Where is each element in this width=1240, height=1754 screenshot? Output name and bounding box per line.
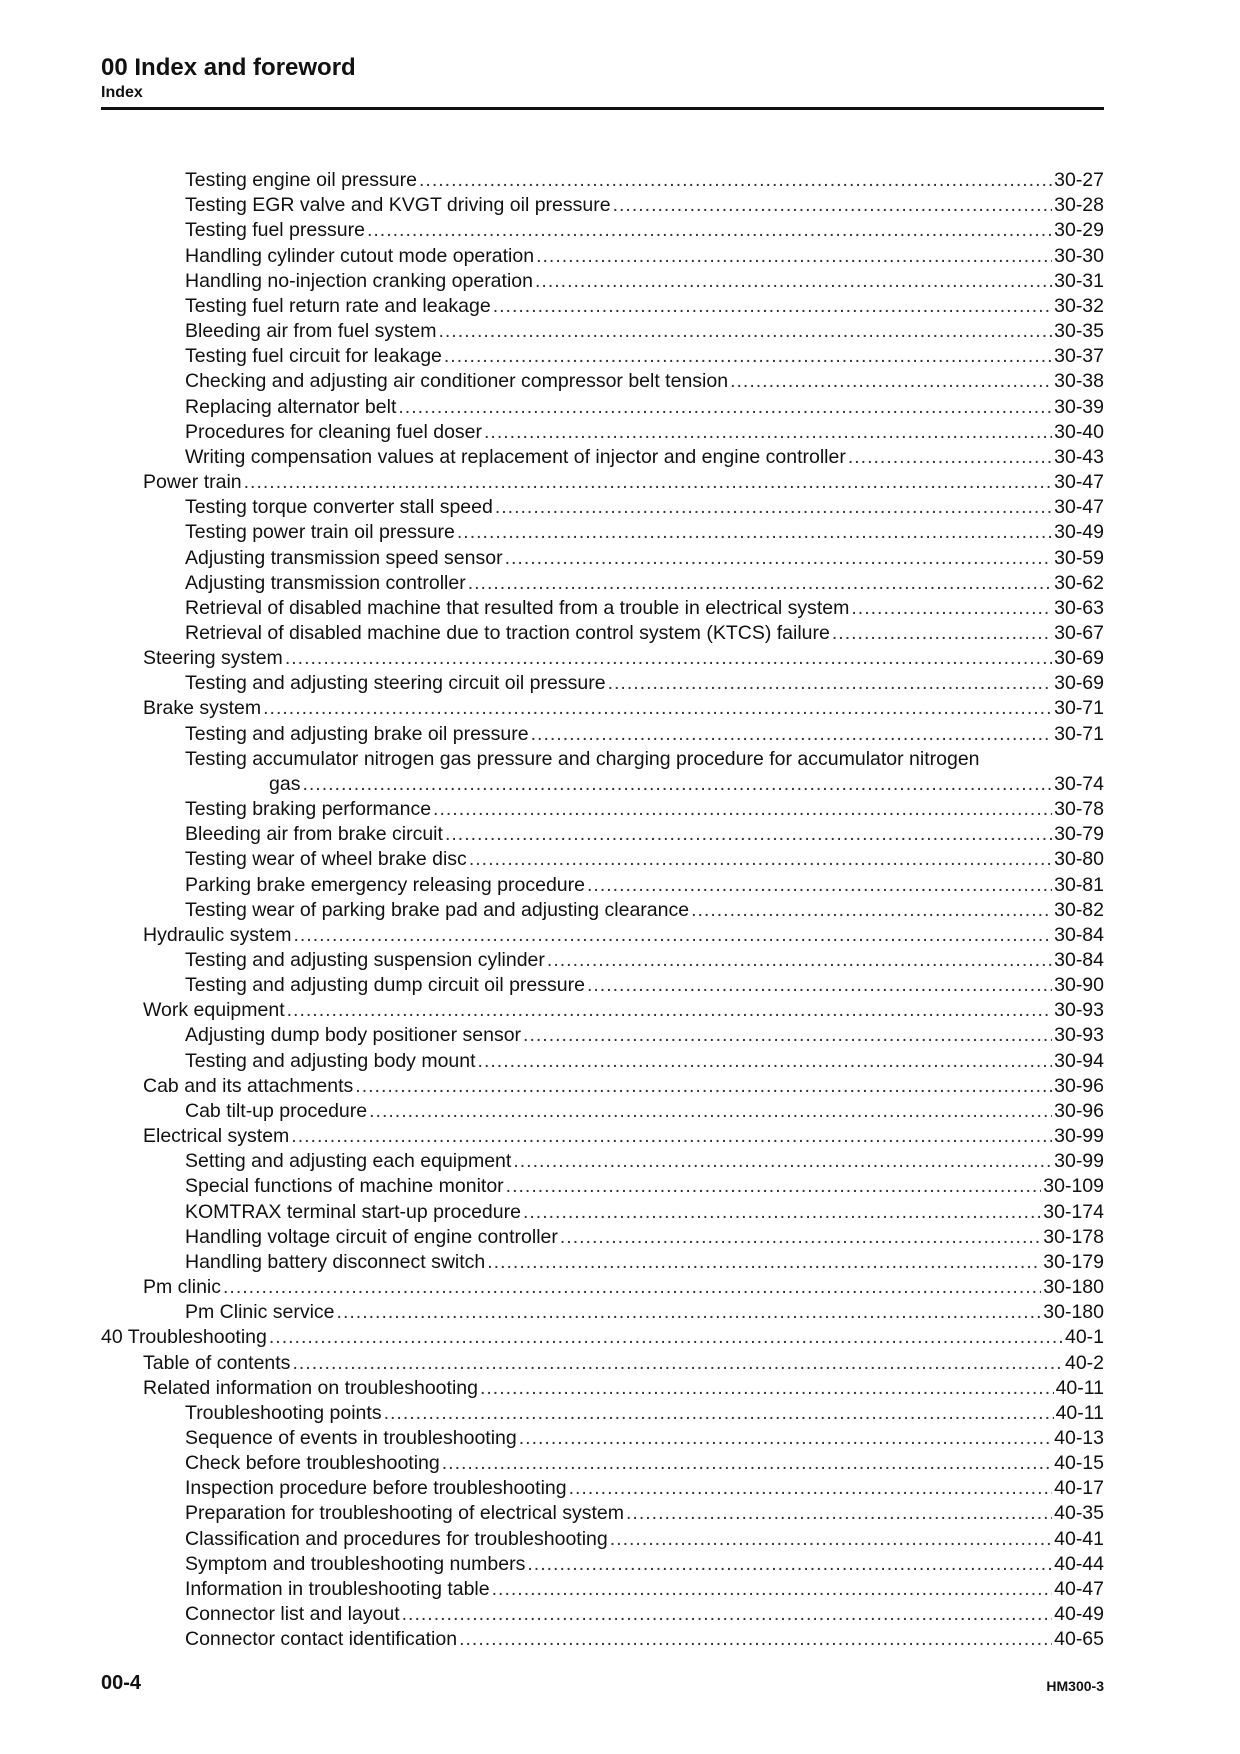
index-entry[interactable] — [101, 495, 1104, 520]
index-entry[interactable] — [101, 872, 1104, 897]
index-entry-title: Handling no-injection cranking operation — [185, 269, 533, 292]
index-entry-title: Testing power train oil pressure — [185, 521, 455, 544]
index-entry-page: 30-69 — [1054, 647, 1104, 670]
index-entry-page: 40-47 — [1054, 1577, 1104, 1600]
index-entry-title: Symptom and troubleshooting numbers — [185, 1552, 526, 1575]
index-entry-page: 30-43 — [1054, 445, 1104, 468]
index-entry-page: 30-180 — [1043, 1301, 1104, 1324]
index-entry-title: Writing compensation values at replacement of injector and engine controller — [185, 445, 846, 468]
index-entry[interactable] — [101, 1074, 1104, 1099]
dot-leader — [445, 822, 1052, 847]
index-entry-page: 30-179 — [1043, 1250, 1104, 1273]
index-entry[interactable] — [101, 545, 1104, 570]
page-header — [101, 54, 1104, 110]
index-entry[interactable] — [101, 1602, 1104, 1627]
dot-leader — [293, 923, 1052, 948]
index-entry-title: Replacing alternator belt — [185, 395, 397, 418]
index-entry-title: Parking brake emergency releasing procedure — [185, 873, 585, 896]
index-entry-page: 30-47 — [1054, 496, 1104, 519]
dot-leader — [402, 1602, 1053, 1627]
index-entry[interactable] — [101, 344, 1104, 369]
index-entry-page: 30-90 — [1054, 974, 1104, 997]
index-entry-page: 30-47 — [1054, 471, 1104, 494]
index-entry-title: Troubleshooting points — [185, 1401, 382, 1424]
index-entry-page: 30-63 — [1054, 596, 1104, 619]
dot-leader — [469, 847, 1052, 872]
dot-leader — [433, 797, 1052, 822]
index-entry-page: 30-71 — [1054, 722, 1104, 745]
index-entry-page: 30-38 — [1054, 370, 1104, 393]
index-entry-title: Inspection procedure before troubleshooting — [185, 1477, 567, 1500]
dot-leader — [506, 1174, 1042, 1199]
index-entry-title: Special functions of machine monitor — [185, 1175, 504, 1198]
index-entry[interactable] — [101, 948, 1104, 973]
section-subtitle: Index — [101, 84, 143, 101]
index-entry-page: 30-67 — [1054, 621, 1104, 644]
index-entry[interactable] — [101, 369, 1104, 394]
dot-leader — [367, 218, 1052, 243]
dot-leader — [459, 1627, 1052, 1652]
index-entry-page: 30-74 — [1054, 772, 1104, 795]
index-entry[interactable] — [101, 671, 1104, 696]
index-entry-page: 30-49 — [1054, 521, 1104, 544]
dot-leader — [285, 646, 1052, 671]
index-entry-page: 40-65 — [1054, 1628, 1104, 1651]
index-entry[interactable] — [101, 445, 1104, 470]
section-title: 00 Index and foreword — [101, 54, 356, 81]
dot-leader — [513, 1149, 1052, 1174]
index-entry-title: Connector list and layout — [185, 1603, 400, 1626]
index-list — [101, 168, 1104, 1652]
index-entry[interactable] — [101, 1300, 1104, 1325]
page-number: 00-4 — [101, 1672, 142, 1694]
index-entry[interactable] — [101, 1275, 1104, 1300]
index-entry-title: Testing fuel pressure — [185, 219, 365, 242]
index-entry-page: 30-31 — [1054, 269, 1104, 292]
index-entry-page: 30-93 — [1054, 1024, 1104, 1047]
index-entry-title: Handling cylinder cutout mode operation — [185, 244, 535, 267]
index-entry-title: Pm Clinic service — [185, 1301, 335, 1324]
index-entry[interactable] — [101, 420, 1104, 445]
dot-leader — [730, 369, 1052, 394]
index-entry[interactable] — [101, 1401, 1104, 1426]
dot-leader — [536, 244, 1052, 269]
dot-leader — [398, 395, 1052, 420]
index-entry[interactable] — [101, 394, 1104, 419]
index-entry-page: 30-174 — [1043, 1200, 1104, 1223]
index-entry-page: 30-96 — [1054, 1074, 1104, 1097]
index-entry-title: Cab tilt-up procedure — [185, 1099, 368, 1122]
index-entry-title: Electrical system — [143, 1125, 290, 1148]
index-entry-page: 40-15 — [1054, 1452, 1104, 1475]
index-entry-page: 40-1 — [1064, 1326, 1104, 1349]
index-entry[interactable] — [101, 1552, 1104, 1577]
dot-leader — [244, 470, 1053, 495]
index-entry-title: Adjusting transmission controller — [185, 571, 466, 594]
index-entry[interactable] — [101, 1451, 1104, 1476]
index-entry-title: Testing wear of parking brake pad and adjusting clearance — [185, 898, 690, 921]
index-entry-title: Retrieval of disabled machine due to traction control system (KTCS) failure — [185, 621, 830, 644]
index-entry-page: 40-13 — [1054, 1426, 1104, 1449]
dot-leader — [444, 344, 1052, 369]
dot-leader — [523, 1023, 1052, 1048]
dot-leader — [519, 1426, 1052, 1451]
index-entry-page: 40-41 — [1054, 1527, 1104, 1550]
index-entry-page: 30-29 — [1054, 219, 1104, 242]
index-entry[interactable] — [101, 721, 1104, 746]
index-entry[interactable] — [101, 747, 1104, 772]
index-entry[interactable] — [101, 319, 1104, 344]
dot-leader — [527, 1552, 1052, 1577]
index-entry-title: Adjusting dump body positioner sensor — [185, 1024, 522, 1047]
index-entry[interactable] — [101, 1325, 1104, 1350]
dot-leader — [438, 319, 1052, 344]
index-entry-page: 30-32 — [1054, 294, 1104, 317]
index-entry-page: 30-27 — [1054, 169, 1104, 192]
index-entry[interactable] — [101, 193, 1104, 218]
index-entry[interactable] — [101, 998, 1104, 1023]
index-entry-title: Cab and its attachments — [143, 1074, 354, 1097]
index-entry-title: Testing EGR valve and KVGT driving oil pressure — [185, 194, 611, 217]
index-entry-title: Bleeding air from fuel system — [185, 320, 437, 343]
index-entry[interactable] — [101, 168, 1104, 193]
dot-leader — [691, 898, 1052, 923]
index-entry[interactable] — [101, 1476, 1104, 1501]
index-entry[interactable] — [101, 596, 1104, 621]
dot-leader — [487, 1250, 1041, 1275]
index-entry-title: Handling battery disconnect switch — [185, 1250, 486, 1273]
dot-leader — [484, 420, 1052, 445]
index-entry[interactable] — [101, 1124, 1104, 1149]
dot-leader — [223, 1275, 1041, 1300]
index-entry[interactable] — [101, 243, 1104, 268]
index-entry-page: 30-69 — [1054, 672, 1104, 695]
dot-leader — [269, 1325, 1063, 1350]
index-entry-page: 40-35 — [1054, 1502, 1104, 1525]
dot-leader — [531, 722, 1053, 747]
index-entry[interactable] — [101, 1577, 1104, 1602]
index-entry-page: 30-84 — [1054, 923, 1104, 946]
dot-leader — [384, 1401, 1054, 1426]
index-entry[interactable] — [101, 822, 1104, 847]
index-entry-title: Testing braking performance — [185, 798, 432, 821]
dot-leader — [535, 269, 1052, 294]
dot-leader — [492, 1577, 1053, 1602]
index-entry-title: Setting and adjusting each equipment — [185, 1150, 512, 1173]
dot-leader — [291, 1124, 1052, 1149]
index-entry-title: Power train — [143, 471, 242, 494]
index-entry[interactable] — [101, 571, 1104, 596]
index-entry-page: 40-2 — [1064, 1351, 1104, 1374]
index-entry-title: Testing and adjusting steering circuit oil pressure — [185, 672, 606, 695]
index-entry-page: 30-39 — [1054, 395, 1104, 418]
index-entry-page: 30-178 — [1043, 1225, 1104, 1248]
index-entry-title: Bleeding air from brake circuit — [185, 823, 443, 846]
index-entry-page: 30-93 — [1054, 999, 1104, 1022]
index-entry[interactable] — [101, 520, 1104, 545]
index-entry-page: 30-80 — [1054, 848, 1104, 871]
index-entry-title: Testing fuel circuit for leakage — [185, 345, 442, 368]
index-entry[interactable] — [101, 621, 1104, 646]
index-entry[interactable] — [101, 1174, 1104, 1199]
index-entry-page: 30-35 — [1054, 320, 1104, 343]
index-entry[interactable] — [101, 1023, 1104, 1048]
index-entry-page: 40-11 — [1055, 1376, 1104, 1399]
index-entry-title: Testing engine oil pressure — [185, 169, 417, 192]
index-entry[interactable] — [101, 1501, 1104, 1526]
dot-leader — [610, 1527, 1052, 1552]
index-entry-page: 30-78 — [1054, 798, 1104, 821]
index-entry-title: Pm clinic — [143, 1276, 222, 1299]
index-entry-page: 40-44 — [1054, 1552, 1104, 1575]
index-entry-page: 30-71 — [1054, 697, 1104, 720]
index-entry-page: 30-28 — [1054, 194, 1104, 217]
dot-leader — [547, 948, 1052, 973]
dot-leader — [419, 168, 1052, 193]
index-entry-title: Checking and adjusting air conditioner compressor belt tension — [185, 370, 729, 393]
header-rule — [101, 107, 1104, 110]
index-entry-page: 30-62 — [1054, 571, 1104, 594]
index-entry-title: Retrieval of disabled machine that resulted from a trouble in electrical system — [185, 596, 850, 619]
dot-leader — [287, 998, 1053, 1023]
index-entry-page: 30-180 — [1043, 1276, 1104, 1299]
dot-leader — [848, 445, 1052, 470]
dot-leader — [608, 671, 1053, 696]
dot-leader — [832, 621, 1052, 646]
index-entry[interactable] — [101, 923, 1104, 948]
index-entry[interactable] — [101, 1149, 1104, 1174]
dot-leader — [337, 1300, 1042, 1325]
dot-leader — [587, 873, 1052, 898]
index-entry-title: Preparation for troubleshooting of electrical system — [185, 1502, 624, 1525]
index-entry-title: Handling voltage circuit of engine controller — [185, 1225, 558, 1248]
index-entry[interactable] — [101, 1048, 1104, 1073]
index-entry-page: 30-96 — [1054, 1099, 1104, 1122]
dot-leader — [493, 294, 1052, 319]
dot-leader — [442, 1451, 1052, 1476]
dot-leader — [468, 571, 1052, 596]
index-entry[interactable] — [101, 294, 1104, 319]
dot-leader — [457, 520, 1052, 545]
index-entry-title: Testing wear of wheel brake disc — [185, 848, 467, 871]
index-entry[interactable] — [101, 1627, 1104, 1652]
index-entry-page: 40-17 — [1054, 1477, 1104, 1500]
dot-leader — [626, 1501, 1052, 1526]
dot-leader — [613, 193, 1053, 218]
index-entry-title: Work equipment — [143, 999, 285, 1022]
dot-leader — [523, 1200, 1041, 1225]
dot-leader — [569, 1476, 1053, 1501]
index-entry-page: 30-99 — [1054, 1125, 1104, 1148]
index-entry-title: Hydraulic system — [143, 923, 292, 946]
index-entry-title: Information in troubleshooting table — [185, 1577, 490, 1600]
index-entry[interactable] — [101, 973, 1104, 998]
dot-leader — [560, 1225, 1041, 1250]
index-entry-page: 30-81 — [1054, 873, 1104, 896]
dot-leader — [587, 973, 1052, 998]
index-entry-title: Testing and adjusting brake oil pressure — [185, 722, 529, 745]
index-entry[interactable] — [101, 847, 1104, 872]
dot-leader — [505, 546, 1053, 571]
dot-leader — [302, 772, 1052, 797]
dot-leader — [292, 1351, 1063, 1376]
index-entry-title: Steering system — [143, 647, 283, 670]
index-entry-page: 40-49 — [1054, 1603, 1104, 1626]
dot-leader — [495, 495, 1052, 520]
index-entry-title: KOMTRAX terminal start-up procedure — [185, 1200, 521, 1223]
index-entry[interactable] — [101, 1199, 1104, 1224]
index-entry[interactable] — [101, 1526, 1104, 1551]
index-entry[interactable] — [101, 1376, 1104, 1401]
index-entry-title: Testing fuel return rate and leakage — [185, 294, 491, 317]
index-entry-page: 30-84 — [1054, 949, 1104, 971]
index-entry[interactable] — [101, 470, 1104, 495]
index-entry-title: Testing accumulator nitrogen gas pressure and charging procedure for accumulator nitrogen — [185, 747, 980, 770]
dot-leader — [480, 1376, 1054, 1401]
index-entry[interactable] — [101, 1250, 1104, 1275]
index-entry-title: Check before troubleshooting — [185, 1452, 440, 1475]
index-entry[interactable] — [101, 696, 1104, 721]
dot-leader — [369, 1099, 1052, 1124]
index-entry-page: 30-99 — [1054, 1150, 1104, 1173]
index-entry-page: 30-30 — [1054, 244, 1104, 267]
dot-leader — [355, 1074, 1052, 1099]
index-entry-page: 30-109 — [1043, 1175, 1104, 1198]
index-entry[interactable] — [101, 772, 1104, 797]
index-entry-title: gas — [269, 772, 301, 795]
index-entry[interactable] — [101, 646, 1104, 671]
index-entry-page: 30-59 — [1054, 546, 1104, 569]
index-entry[interactable] — [101, 898, 1104, 923]
index-entry[interactable] — [101, 218, 1104, 243]
index-entry-title: Adjusting transmission speed sensor — [185, 546, 503, 569]
index-entry-page: 30-94 — [1054, 1049, 1104, 1072]
index-entry-title: Testing and adjusting dump circuit oil pressure — [185, 974, 585, 997]
index-entry-title: 40 Troubleshooting — [101, 1326, 267, 1349]
index-entry-title: Classification and procedures for troubleshooting — [185, 1527, 608, 1550]
index-entry-page: 30-82 — [1054, 898, 1104, 921]
index-entry-title: Testing and adjusting body mount — [185, 1049, 476, 1072]
index-entry[interactable] — [101, 1099, 1104, 1124]
index-entry[interactable] — [101, 1350, 1104, 1375]
index-entry-title: Testing and adjusting suspension cylinder — [185, 949, 545, 971]
index-entry[interactable] — [101, 1426, 1104, 1451]
index-entry-page: 30-40 — [1054, 420, 1104, 443]
index-entry[interactable] — [101, 797, 1104, 822]
dot-leader — [851, 596, 1052, 621]
dot-leader — [263, 696, 1052, 721]
index-entry[interactable] — [101, 1225, 1104, 1250]
index-entry-title: Table of contents — [143, 1351, 291, 1374]
index-entry-page: 40-11 — [1055, 1401, 1104, 1424]
index-entry-page: 30-79 — [1054, 823, 1104, 846]
index-entry-title: Related information on troubleshooting — [143, 1376, 478, 1399]
index-entry-title: Connector contact identification — [185, 1628, 458, 1651]
index-entry-title: Brake system — [143, 697, 262, 720]
index-entry-title: Testing torque converter stall speed — [185, 496, 493, 519]
index-entry[interactable] — [101, 269, 1104, 294]
dot-leader — [478, 1049, 1053, 1074]
index-entry-title: Sequence of events in troubleshooting — [185, 1426, 517, 1449]
model-code: HM300-3 — [1046, 1678, 1104, 1694]
index-entry-title: Procedures for cleaning fuel doser — [185, 420, 483, 443]
index-entry-page: 30-37 — [1054, 345, 1104, 368]
